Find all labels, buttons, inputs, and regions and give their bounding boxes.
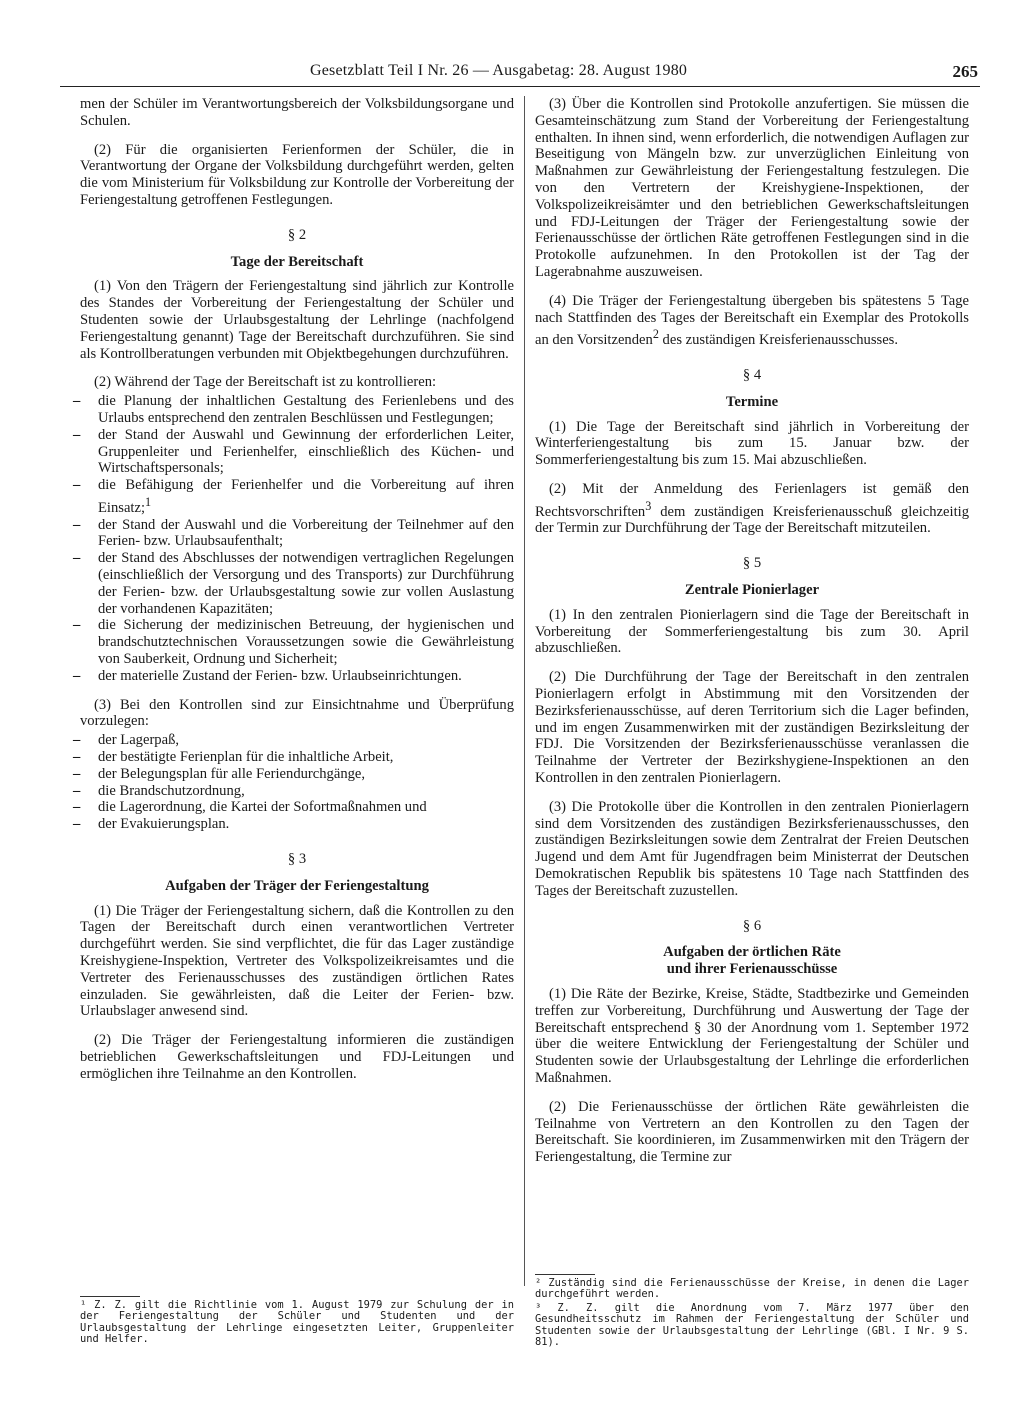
section-2-number: § 2 (287, 226, 307, 243)
footnotes-left (80, 1300, 514, 1348)
paragraph-s4-2 (535, 481, 969, 537)
footnote-marker: 3 (645, 498, 652, 513)
paragraph-text: dem zuständigen Kreisferienausschuß gleichzeitig der Termin zur Durchführung der Tage der Bereitschaft mitzuteilen. (535, 503, 969, 537)
paragraph-s3-2: (2) Die Träger der Feriengestaltung informieren die zuständigen betrieblichen Gewerkschaftsleitungen und FDJ-Leitungen und ermöglichen ihre Teilnahme an den Kontrollen. (80, 1032, 514, 1082)
paragraph-s1-2: (2) Für die organisierten Ferienformen der Schüler, die in Verantwortung der Organe der Volksbildung durchgeführt werden, gelten die vom Ministerium für Volksbildung zur Kontrolle der Vorbereitung der Feriengestaltung getroffenen Festlegungen. (80, 141, 514, 208)
list-item: – der Lagerpaß, (80, 732, 514, 749)
paragraph-s3-3: (3) Über die Kontrollen sind Protokolle anzufertigen. Sie müssen die Gesamteinschätzung zum Stand der Vorbereitung der Feriengestaltung enthalten. In ihnen sind, wenn erforderlich, die notwendigen Auflagen zur Beseitigung von Mängeln bzw. zur unverzüglichen Einleitung von Maßnahmen zur Gewährleistung der Feriengestaltung festzulegen. Die von den Vertretern der Kreishygiene-Inspektionen, der Volkspolizeikreisämter und den betrieblichen Gewerkschaftsleitungen und FDJ-Leitungen der Träger der Feriengestaltung sowie der Ferienausschüsse der örtlichen Räte getroffenen Festlegungen sind in die Protokolle aufzunehmen. In den Protokollen ist der Tag der Lagerabnahme auszuweisen. (535, 96, 969, 280)
paragraph-continued: men der Schüler im Verantwortungsbereich der Volksbildungsorgane und Schulen. (80, 96, 514, 129)
section-2-title: Tage der Bereitschaft (230, 253, 364, 270)
section-5-number: § 5 (742, 555, 762, 572)
paragraph-s2-3: (3) Bei den Kontrollen sind zur Einsichtnahme und Überprüfung vorzulegen: (80, 696, 514, 730)
section-5-title: Zentrale Pionierlager (684, 582, 820, 599)
list-item: – der Stand der Auswahl und Gewinnung der erforderlichen Leiter, Gruppenleiter und Ferienhelfer, einschließlich des Küchen- und Wirtschaftspersonals; (80, 427, 514, 477)
footnote-3: ³ Z. Z. gilt die Anordnung vom 7. März 1977 über den Gesundheitsschutz im Rahmen der Feriengestaltung der Schüler und Studenten sowie der Urlaubsgestaltung der Lehrlinge (GBl. I Nr. 9 S. 81). (535, 1301, 969, 1349)
right-column (535, 96, 969, 1178)
paragraph-s2-2: (2) Während der Tage der Bereitschaft ist zu kontrollieren: (94, 374, 437, 391)
gazette-issue-title: Gesetzblatt Teil I Nr. 26 — Ausgabetag: 28. August 1980 (310, 62, 688, 79)
paragraph-s5-2: (2) Die Durchführung der Tage der Bereitschaft in den zentralen Pionierlagern erfolgt in Abstimmung mit den Vorsitzenden der Bezirksferienausschüsse, auf deren Territorium sich die Lager befinden, und im engen Zusammenwirken mit der zuständigen Bezirksleitung der FDJ. Die Vorsitzenden der Bezirksferienausschüsse veranlassen die Teilnahme der Vertreter der Bezirkshygiene-Inspektionen an den Kontrollen in den zentralen Pionierlagern. (535, 669, 969, 787)
paragraph-s3-1: (1) Die Träger der Feriengestaltung sichern, daß die Kontrollen zu den Tagen der Bereitschaft durch einen verantwortlichen Vertreter durchgeführt werden. Sie sind verpflichtet, die für das Lager zuständige Kreishygiene-Inspektion, Vertreter des Volkspolizeikreisamtes und die Vertreter des Ferienausschusses des zuständigen örtlichen Rates einzuladen. Sie gewährleisten, daß die Leiter der Ferien- bzw. Urlaubslager anwesend sind. (80, 902, 514, 1020)
list-item: – der bestätigte Ferienplan für die inhaltliche Arbeit, (80, 749, 514, 766)
section-6-title: Aufgaben der örtlichen Räte (663, 944, 841, 961)
column-divider (524, 96, 525, 1286)
footnote-rule (80, 1296, 140, 1297)
paragraph-text: (2) Mit der Anmeldung des Ferienlagers ist gemäß den Rechtsvorschriften (535, 481, 969, 520)
footnote-2: ² Zuständig sind die Ferienausschüsse der Kreise, in denen die Lager durchgeführt werden. (535, 1277, 969, 1301)
paragraph-s6-1: (1) Die Räte der Bezirke, Kreise, Städte, Stadtbezirke und Gemeinden treffen zur Vorbereitung, Durchführung und Auswertung der Tage der Bereitschaft entsprechend § 30 der Anordnung vom 1. September 1972 über die weitere Entwicklung der Feriengestaltung der Schüler und Studenten sowie der Urlaubsgestaltung der Lehrlinge die erforderlichen Maßnahmen. (535, 985, 969, 1086)
paragraph-s5-3: (3) Die Protokolle über die Kontrollen in den zentralen Pionierlagern sind dem Vorsitzenden des zuständigen Bezirksferienausschusses, den zuständigen Bezirksleitungen sowie dem Zentralrat der Freien Deutschen Jugend und dem Amt für Jugendfragen beim Ministerrat der Deutschen Demokratischen Republik bis spätestens 10 Tage nach Stattfinden des Tages der Bereitschaft zuzustellen. (535, 798, 969, 899)
section-3-title: Aufgaben der Träger der Feriengestaltung (165, 877, 429, 894)
list-item: – die Planung der inhaltlichen Gestaltung des Ferienlebens und des Urlaubs entsprechend den zentralen Beschlüssen und Festlegungen; (80, 393, 514, 427)
paragraph-s3-4 (535, 293, 969, 349)
list-item: – der Belegungsplan für alle Feriendurchgänge, (80, 766, 514, 783)
list-item: – die Lagerordnung, die Kartei der Sofortmaßnahmen und (80, 799, 514, 816)
section-3-number: § 3 (287, 850, 307, 867)
paragraph-text: des zuständigen Kreisferienausschusses. (658, 332, 898, 349)
paragraph-s2-1: (1) Von den Trägern der Feriengestaltung sind jährlich zur Kontrolle des Standes der Vorbereitung der Feriengestaltung der Schüler und Studenten sowie der Urlaubsgestaltung der Lehrlinge (nachfolgend Feriengestaltung genannt) Tage der Bereitschaft durchzuführen. Sie sind als Kontrollberatungen verbunden mit Objektbegehungen durchzuführen. (80, 278, 514, 362)
list-item: – der Stand des Abschlusses der notwendigen vertraglichen Regelungen (einschließlich der Versorgung und des Transports) zur Durchführung der Ferien- bzw. der Urlaubsgestaltung sowie zur vollen Auslastung der vorhandenen Kapazitäten; (80, 550, 514, 617)
footnote-marker: 2 (652, 327, 659, 342)
paragraph-text: (4) Die Träger der Feriengestaltung übergeben bis spätestens 5 Tage nach Stattfinden des Tages der Bereitschaft ein Exemplar des Protokolls an den Vorsitzenden (535, 292, 969, 349)
list-item: – die Sicherung der medizinischen Betreuung, der hygienischen und brandschutztechnischen Voraussetzungen sowie die Gewährleistung von Sauberkeit, Ordnung und Sicherheit; (80, 617, 514, 667)
documents-list (80, 732, 514, 833)
list-item-text: die Befähigung der Ferienhelfer und die Vorbereitung auf ihren Einsatz; (98, 477, 514, 516)
list-item: – die Brandschutzordnung, (80, 783, 514, 800)
footnote-rule (535, 1274, 595, 1275)
section-6-number: § 6 (742, 917, 762, 934)
list-item: – der Evakuierungsplan. (80, 816, 514, 833)
control-items-list (80, 393, 514, 684)
page-header (60, 62, 980, 86)
list-item: – der Stand der Auswahl und die Vorbereitung der Teilnehmer auf den Ferien- bzw. Urlaubsaufenthalt; (80, 517, 514, 551)
list-item: – der materielle Zustand der Ferien- bzw. Urlaubseinrichtungen. (80, 668, 514, 685)
section-4-number: § 4 (742, 367, 762, 384)
paragraph-s4-1: (1) Die Tage der Bereitschaft sind jährlich in Vorbereitung der Winterferiengestaltung bis zum 15. Januar bzw. der Sommerferiengestaltung bis zum 15. Mai abzuschließen. (535, 418, 969, 469)
page-number: 265 (952, 62, 978, 81)
section-6-title-line2: und ihrer Ferienausschüsse (666, 961, 838, 978)
header-rule (60, 86, 980, 87)
footnote-marker: 1 (145, 494, 152, 509)
paragraph-s6-2: (2) Die Ferienausschüsse der örtlichen Räte gewährleisten die Teilnahme von Vertretern an den Kontrollen zu den Tagen der Bereitschaft. Sie koordinieren, im Zusammenwirken mit den Trägern der Feriengestaltung, die Termine zur (535, 1098, 969, 1166)
paragraph-s5-1: (1) In den zentralen Pionierlagern sind die Tage der Bereitschaft in Vorbereitung der Sommerferiengestaltung bis zum 30. April abzuschließen. (535, 606, 969, 657)
footnotes-right (535, 1278, 969, 1350)
left-column (80, 96, 514, 1095)
list-item (80, 477, 514, 516)
footnote-1: ¹ Z. Z. gilt die Richtlinie vom 1. August 1979 zur Schulung der in der Feriengestaltung der Schüler und Studenten und der Urlaubsgestaltung der Lehrlinge eingesetzten Leiter, Gruppenleiter und Helfer. (80, 1299, 514, 1346)
section-4-title: Termine (725, 393, 779, 410)
